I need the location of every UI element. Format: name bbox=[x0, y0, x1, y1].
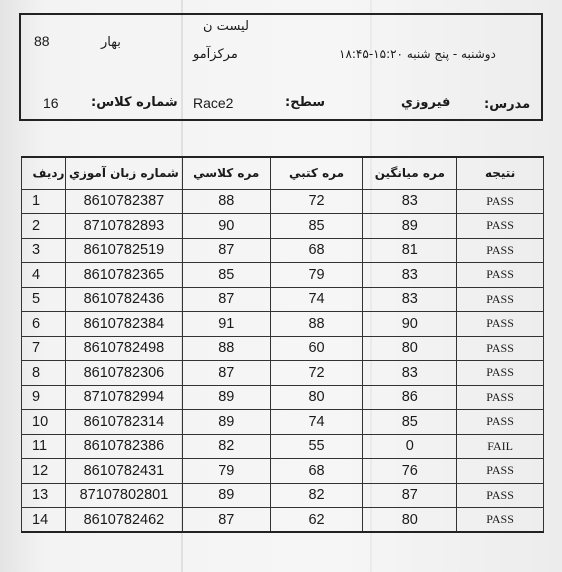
table-row bbox=[22, 385, 544, 410]
cell-average-score: 90 bbox=[363, 312, 457, 337]
cell-class-score: 87 bbox=[182, 508, 270, 533]
cell-class-score: 87 bbox=[182, 287, 270, 312]
cell-class-score: 79 bbox=[182, 459, 270, 484]
cell-result: FAIL bbox=[457, 434, 544, 459]
cell-student-id: 8610782431 bbox=[65, 459, 182, 484]
cell-row-number: 4 bbox=[22, 263, 66, 288]
cell-class-score: 91 bbox=[182, 312, 270, 337]
term-code: 88 bbox=[34, 33, 50, 49]
cell-row-number: 3 bbox=[22, 238, 66, 263]
col-header-average-score: مره ميانگين bbox=[363, 157, 457, 189]
center-name: مرکزآمو bbox=[193, 47, 238, 62]
cell-result: PASS bbox=[457, 287, 544, 312]
cell-result: PASS bbox=[457, 214, 544, 239]
cell-student-id: 8610782387 bbox=[65, 189, 182, 214]
cell-student-id: 8610782436 bbox=[65, 287, 182, 312]
cell-result: PASS bbox=[457, 312, 544, 337]
table-header-row bbox=[22, 157, 544, 189]
level-label: سطح: bbox=[285, 95, 326, 110]
cell-student-id: 8610782384 bbox=[65, 312, 182, 337]
cell-class-score: 88 bbox=[182, 189, 270, 214]
cell-written-score: 68 bbox=[270, 238, 363, 263]
table-row bbox=[22, 410, 544, 435]
table-row bbox=[22, 483, 544, 508]
cell-row-number: 14 bbox=[22, 508, 66, 533]
cell-written-score: 79 bbox=[270, 263, 363, 288]
level-value: Race2 bbox=[193, 95, 234, 111]
table-row bbox=[22, 263, 544, 288]
cell-student-id: 8610782462 bbox=[65, 508, 182, 533]
table-row bbox=[22, 312, 544, 337]
col-header-result: نتيجه bbox=[457, 157, 544, 189]
cell-result: PASS bbox=[457, 508, 544, 533]
cell-written-score: 74 bbox=[270, 410, 363, 435]
cell-average-score: 85 bbox=[363, 410, 457, 435]
teacher-name: فيروزي bbox=[401, 95, 451, 110]
cell-average-score: 81 bbox=[363, 238, 457, 263]
list-title: لیست ن bbox=[203, 19, 249, 34]
cell-row-number: 13 bbox=[22, 483, 66, 508]
cell-student-id: 8610782314 bbox=[65, 410, 182, 435]
class-number-value: 16 bbox=[43, 95, 59, 111]
cell-written-score: 62 bbox=[270, 508, 363, 533]
cell-average-score: 80 bbox=[363, 508, 457, 533]
cell-row-number: 10 bbox=[22, 410, 66, 435]
cell-student-id: 8610782365 bbox=[65, 263, 182, 288]
table-row bbox=[22, 459, 544, 484]
cell-class-score: 82 bbox=[182, 434, 270, 459]
cell-class-score: 87 bbox=[182, 361, 270, 386]
cell-row-number: 1 bbox=[22, 189, 66, 214]
cell-class-score: 89 bbox=[182, 483, 270, 508]
cell-student-id: 8710782893 bbox=[65, 214, 182, 239]
cell-average-score: 89 bbox=[363, 214, 457, 239]
cell-average-score: 83 bbox=[363, 287, 457, 312]
table-row bbox=[22, 508, 544, 533]
term-label: بهار bbox=[101, 35, 121, 50]
cell-written-score: 85 bbox=[270, 214, 363, 239]
header-box bbox=[19, 13, 543, 121]
col-header-written-score: مره كتبي bbox=[270, 157, 363, 189]
cell-written-score: 82 bbox=[270, 483, 363, 508]
cell-result: PASS bbox=[457, 459, 544, 484]
cell-average-score: 87 bbox=[363, 483, 457, 508]
cell-student-id: 8610782386 bbox=[65, 434, 182, 459]
cell-row-number: 9 bbox=[22, 385, 66, 410]
cell-written-score: 55 bbox=[270, 434, 363, 459]
table-row bbox=[22, 336, 544, 361]
table-row bbox=[22, 361, 544, 386]
cell-class-score: 88 bbox=[182, 336, 270, 361]
cell-average-score: 0 bbox=[363, 434, 457, 459]
cell-row-number: 6 bbox=[22, 312, 66, 337]
class-number-label: شماره کلاس: bbox=[91, 95, 178, 110]
table-row bbox=[22, 214, 544, 239]
cell-student-id: 8710782994 bbox=[65, 385, 182, 410]
cell-written-score: 80 bbox=[270, 385, 363, 410]
cell-row-number: 5 bbox=[22, 287, 66, 312]
cell-average-score: 76 bbox=[363, 459, 457, 484]
cell-row-number: 7 bbox=[22, 336, 66, 361]
cell-result: PASS bbox=[457, 238, 544, 263]
table-row bbox=[22, 434, 544, 459]
cell-row-number: 8 bbox=[22, 361, 66, 386]
cell-written-score: 74 bbox=[270, 287, 363, 312]
cell-result: PASS bbox=[457, 410, 544, 435]
cell-result: PASS bbox=[457, 336, 544, 361]
cell-result: PASS bbox=[457, 189, 544, 214]
cell-written-score: 88 bbox=[270, 312, 363, 337]
cell-student-id: 8610782519 bbox=[65, 238, 182, 263]
cell-written-score: 72 bbox=[270, 189, 363, 214]
cell-student-id: 8610782306 bbox=[65, 361, 182, 386]
cell-average-score: 83 bbox=[363, 189, 457, 214]
cell-result: PASS bbox=[457, 361, 544, 386]
cell-written-score: 72 bbox=[270, 361, 363, 386]
cell-written-score: 60 bbox=[270, 336, 363, 361]
cell-class-score: 90 bbox=[182, 214, 270, 239]
table-row bbox=[22, 238, 544, 263]
cell-average-score: 80 bbox=[363, 336, 457, 361]
cell-class-score: 89 bbox=[182, 410, 270, 435]
teacher-label: مدرس: bbox=[484, 97, 531, 112]
col-header-row-number: ردیف bbox=[22, 157, 66, 189]
cell-result: PASS bbox=[457, 385, 544, 410]
table-row bbox=[22, 287, 544, 312]
cell-result: PASS bbox=[457, 483, 544, 508]
grades-table bbox=[21, 156, 544, 533]
cell-row-number: 12 bbox=[22, 459, 66, 484]
col-header-student-id: شماره زبان آموزي bbox=[65, 157, 182, 189]
cell-student-id: 8610782498 bbox=[65, 336, 182, 361]
cell-written-score: 68 bbox=[270, 459, 363, 484]
cell-average-score: 86 bbox=[363, 385, 457, 410]
cell-row-number: 2 bbox=[22, 214, 66, 239]
cell-average-score: 83 bbox=[363, 263, 457, 288]
cell-row-number: 11 bbox=[22, 434, 66, 459]
cell-result: PASS bbox=[457, 263, 544, 288]
col-header-class-score: مره كلاسي bbox=[182, 157, 270, 189]
cell-average-score: 83 bbox=[363, 361, 457, 386]
cell-student-id: 87107802801 bbox=[65, 483, 182, 508]
class-schedule: دوشنبه - پنج شنبه ۱۵:۲۰-۱۸:۴۵ bbox=[339, 47, 496, 61]
table-row bbox=[22, 189, 544, 214]
cell-class-score: 89 bbox=[182, 385, 270, 410]
cell-class-score: 85 bbox=[182, 263, 270, 288]
cell-class-score: 87 bbox=[182, 238, 270, 263]
